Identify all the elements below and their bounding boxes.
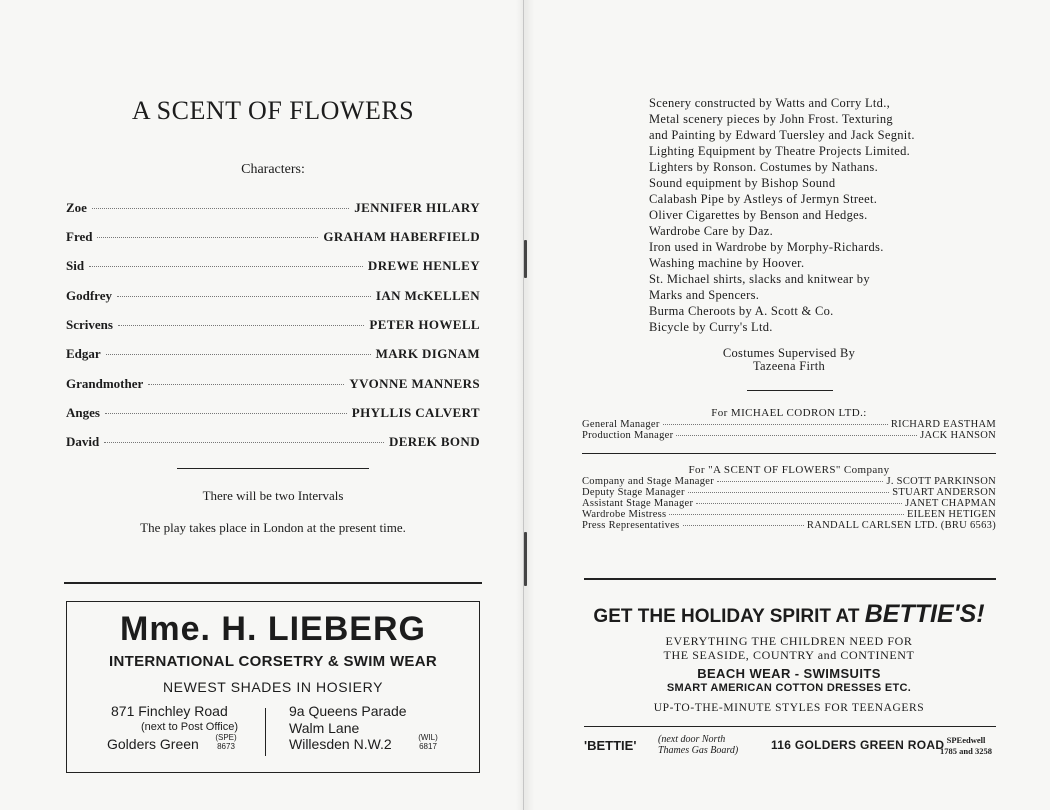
staff-row bbox=[582, 430, 996, 441]
credit-line: Marks and Spencers. bbox=[649, 288, 760, 302]
cast-row bbox=[66, 346, 480, 362]
phone-exchange: SPEedwell bbox=[946, 735, 986, 745]
characters-heading: Characters: bbox=[241, 162, 305, 177]
staff-name: EILEEN HETIGEN bbox=[906, 509, 996, 520]
staff-row bbox=[582, 419, 996, 430]
section-divider bbox=[747, 390, 833, 391]
company-heading: For "A SCENT OF FLOWERS" Company bbox=[688, 464, 890, 476]
ad-divider bbox=[584, 578, 996, 580]
credit-line: Calabash Pipe by Astleys of Jermyn Street. bbox=[649, 192, 878, 206]
lieberg-subtitle: INTERNATIONAL CORSETRY & SWIM WEAR bbox=[109, 653, 437, 670]
cast-actor: JENNIFER HILARY bbox=[354, 200, 480, 215]
cast-row bbox=[66, 288, 480, 304]
lieberg-left-address-line: 871 Finchley Road bbox=[111, 703, 228, 719]
cast-row bbox=[66, 376, 480, 392]
phone-exchange: SPE bbox=[217, 733, 234, 742]
setting-note: The play takes place in London at the present time. bbox=[140, 520, 406, 535]
credit-line: Scenery constructed by Watts and Corry Ltd., bbox=[649, 96, 891, 110]
staff-name: RICHARD EASTHAM bbox=[890, 419, 996, 430]
cast-role: Grandmother bbox=[66, 376, 144, 391]
cast-role: Sid bbox=[66, 258, 85, 273]
staple-top bbox=[524, 240, 527, 278]
costumes-supervised: Costumes Supervised By bbox=[722, 346, 856, 360]
cast-actor: DREWE HENLEY bbox=[367, 258, 480, 273]
bettie-teenagers: UP-TO-THE-MINUTE STYLES FOR TEENAGERS bbox=[653, 702, 925, 714]
cast-row bbox=[66, 317, 480, 333]
staff-role: Press Representatives bbox=[582, 520, 680, 531]
dot-leader bbox=[118, 325, 364, 326]
bettie-foot-brand: 'BETTIE' bbox=[584, 738, 637, 753]
lieberg-left-address-line: Golders Green bbox=[107, 736, 199, 752]
credit-line: Iron used in Wardrobe by Morphy-Richards. bbox=[649, 240, 884, 254]
credit-line: Bicycle by Curry's Ltd. bbox=[649, 320, 773, 334]
dot-leader bbox=[717, 481, 883, 482]
phone-exchange: WIL bbox=[420, 733, 436, 742]
credit-line: and Painting by Edward Tuersley and Jack Segnit. bbox=[649, 128, 915, 142]
cast-role: Scrivens bbox=[66, 317, 113, 332]
staff-row bbox=[582, 476, 996, 487]
cast-actor: YVONNE MANNERS bbox=[349, 376, 480, 391]
dot-leader bbox=[89, 266, 363, 267]
address-separator bbox=[265, 708, 266, 756]
staff-role: General Manager bbox=[582, 419, 660, 430]
cast-role: Godfrey bbox=[66, 288, 112, 303]
staff-name: J. SCOTT PARKINSON bbox=[886, 476, 996, 487]
credit-line: Oliver Cigarettes by Benson and Hedges. bbox=[649, 208, 868, 222]
staff-row bbox=[582, 498, 996, 509]
bettie-brand: BETTIE'S! bbox=[864, 600, 985, 628]
cast-actor: PETER HOWELL bbox=[369, 317, 480, 332]
dot-leader bbox=[104, 442, 384, 443]
ad-foot-divider bbox=[584, 726, 996, 727]
staff-name: JANET CHAPMAN bbox=[905, 498, 996, 509]
dot-leader bbox=[97, 237, 318, 238]
lieberg-title: Mme. H. LIEBERG bbox=[120, 610, 426, 648]
lieberg-right-address-line: 9a Queens Parade bbox=[289, 703, 407, 719]
staff-name: JACK HANSON bbox=[920, 430, 996, 441]
cast-role: Zoe bbox=[66, 200, 87, 215]
bettie-beachwear: BEACH WEAR - SWIMSUITS bbox=[697, 666, 881, 681]
credit-line: Burma Cheroots by A. Scott & Co. bbox=[649, 304, 834, 318]
lieberg-left-phone: (SPE) 8673 bbox=[215, 733, 237, 751]
dot-leader bbox=[683, 525, 804, 526]
bettie-foot-address: 116 GOLDERS GREEN ROAD bbox=[771, 738, 945, 752]
dot-leader bbox=[105, 413, 347, 414]
cast-role: David bbox=[66, 434, 100, 449]
staff-name: STUART ANDERSON bbox=[892, 487, 996, 498]
bettie-dresses: SMART AMERICAN COTTON DRESSES ETC. bbox=[666, 682, 912, 694]
bettie-foot-note-line: Thames Gas Board) bbox=[658, 745, 739, 756]
dot-leader bbox=[106, 354, 371, 355]
lieberg-left-address-line: (next to Post Office) bbox=[141, 721, 239, 733]
credit-line: Lighters by Ronson. Costumes by Nathans. bbox=[649, 160, 879, 174]
cast-actor: DEREK BOND bbox=[388, 434, 480, 449]
cast-row bbox=[66, 405, 480, 421]
bettie-foot-note bbox=[658, 734, 738, 756]
dot-leader bbox=[696, 503, 902, 504]
cast-role: Edgar bbox=[66, 346, 101, 361]
staff-row bbox=[582, 520, 996, 531]
staff-row bbox=[582, 487, 996, 498]
section-divider bbox=[582, 453, 996, 454]
credit-line: St. Michael shirts, slacks and knitwear by bbox=[649, 272, 870, 286]
cast-actor: IAN McKELLEN bbox=[375, 288, 480, 303]
credit-line: Washing machine by Hoover. bbox=[649, 256, 805, 270]
dot-leader bbox=[669, 514, 904, 515]
cast-row bbox=[66, 434, 480, 450]
dot-leader bbox=[92, 208, 349, 209]
staff-name: RANDALL CARLSEN LTD. (BRU 6563) bbox=[806, 520, 996, 531]
cast-row bbox=[66, 229, 480, 245]
staff-role: Deputy Stage Manager bbox=[582, 487, 685, 498]
lieberg-right-address-line: Willesden N.W.2 bbox=[289, 736, 392, 752]
lieberg-right-phone: (WIL) 6817 bbox=[418, 733, 438, 751]
bettie-foot-phone bbox=[936, 735, 996, 757]
staple-bottom bbox=[524, 532, 527, 586]
staff-role: Company and Stage Manager bbox=[582, 476, 715, 487]
dot-leader bbox=[676, 435, 917, 436]
dot-leader bbox=[663, 424, 888, 425]
cast-actor: GRAHAM HABERFIELD bbox=[323, 229, 480, 244]
bettie-headline bbox=[582, 600, 996, 629]
cast-role: Fred bbox=[66, 229, 93, 244]
bettie-line: THE SEASIDE, COUNTRY and CONTINENT bbox=[663, 648, 915, 662]
codron-heading: For MICHAEL CODRON LTD.: bbox=[711, 407, 867, 419]
staff-role: Production Manager bbox=[582, 430, 674, 441]
bettie-line: EVERYTHING THE CHILDREN NEED FOR bbox=[665, 634, 913, 648]
section-divider bbox=[177, 468, 369, 469]
costumes-name: Tazeena Firth bbox=[752, 359, 826, 373]
phone-number: 1785 and 3258 bbox=[940, 746, 992, 756]
phone-number: 6817 bbox=[419, 742, 437, 751]
bettie-headline-text: GET THE HOLIDAY SPIRIT AT bbox=[593, 606, 860, 627]
staff-role: Assistant Stage Manager bbox=[582, 498, 694, 509]
bettie-foot-note-line: (next door North bbox=[658, 734, 726, 745]
credit-line: Sound equipment by Bishop Sound bbox=[649, 176, 836, 190]
cast-actor: MARK DIGNAM bbox=[375, 346, 480, 361]
credit-line: Wardrobe Care by Daz. bbox=[649, 224, 773, 238]
cast-row bbox=[66, 258, 480, 274]
intervals-note: There will be two Intervals bbox=[202, 488, 344, 503]
dot-leader bbox=[148, 384, 344, 385]
ad-divider bbox=[64, 582, 482, 584]
staff-role: Wardrobe Mistress bbox=[582, 509, 667, 520]
dot-leader bbox=[688, 492, 889, 493]
lieberg-right-address-line: Walm Lane bbox=[289, 720, 360, 736]
cast-actor: PHYLLIS CALVERT bbox=[351, 405, 480, 420]
cast-role: Anges bbox=[66, 405, 100, 420]
lieberg-ad bbox=[66, 601, 480, 773]
phone-number: 8673 bbox=[217, 742, 235, 751]
credit-line: Lighting Equipment by Theatre Projects Limited. bbox=[649, 144, 911, 158]
cast-row bbox=[66, 200, 480, 216]
staff-row bbox=[582, 509, 996, 520]
credit-line: Metal scenery pieces by John Frost. Texturing bbox=[649, 112, 893, 126]
play-title: A SCENT OF FLOWERS bbox=[131, 96, 415, 125]
dot-leader bbox=[117, 296, 371, 297]
lieberg-tagline: NEWEST SHADES IN HOSIERY bbox=[162, 679, 384, 695]
